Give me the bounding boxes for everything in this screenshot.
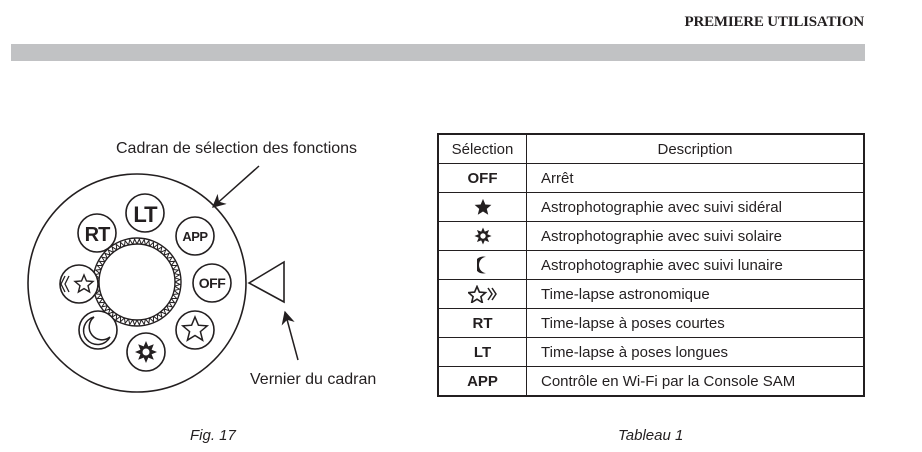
selection-cell: RT [438,309,527,338]
table-row [438,251,864,280]
dial-label-arrow [213,166,259,207]
dial-mode-moon [79,311,117,349]
selection-cell [438,222,527,251]
header-selection: Sélection [438,134,527,164]
table-row [438,193,864,222]
description-cell: Astrophotographie avec suivi sidéral [527,193,865,222]
svg-text:OFF: OFF [198,275,226,291]
table-row [438,309,864,338]
selection-cell [438,251,527,280]
dial-label: Cadran de sélection des fonctions [116,140,358,157]
selection-cell [438,193,527,222]
selection-cell: LT [438,338,527,367]
svg-text:LT: LT [133,202,157,227]
star-filled-icon [474,198,492,216]
table-header-row [438,134,864,164]
description-cell: Arrêt [527,164,865,193]
table-row [438,367,864,397]
description-cell: Astrophotographie avec suivi lunaire [527,251,865,280]
vernier-label: Vernier du cadran [250,371,377,388]
table-row [438,222,864,251]
table-caption: Tableau 1 [618,427,684,444]
header-description: Description [527,134,865,164]
vernier-marker [249,262,284,302]
description-cell: Time-lapse à poses courtes [527,309,865,338]
description-cell: Contrôle en Wi-Fi par la Console SAM [527,367,865,397]
svg-text:APP: APP [182,229,208,244]
selection-cell: APP [438,367,527,397]
table-row [438,164,864,193]
sun-icon [474,227,492,245]
section-title: PREMIERE UTILISATION [684,14,864,30]
table-row [438,338,864,367]
vernier-label-arrow [285,312,298,360]
description-cell: Astrophotographie avec suivi solaire [527,222,865,251]
sun-icon [135,341,157,363]
dial-mode-star [176,311,214,349]
modes-table [437,133,865,397]
moon-icon [477,256,489,274]
star-timelapse-icon [468,285,498,303]
dial-gear-ring [94,239,180,325]
figure-caption: Fig. 17 [190,427,236,444]
dial-mode-app [176,217,214,255]
dial-mode-off [193,264,231,302]
dial-mode-rt [78,214,116,252]
svg-text:RT: RT [84,224,110,246]
selection-cell: OFF [438,164,527,193]
dial-mode-star-timelapse [60,265,98,303]
table-row [438,280,864,309]
dial-mode-sun [127,333,165,371]
selection-cell [438,280,527,309]
description-cell: Time-lapse à poses longues [527,338,865,367]
dial-mode-lt [126,194,164,232]
description-cell: Time-lapse astronomique [527,280,865,309]
